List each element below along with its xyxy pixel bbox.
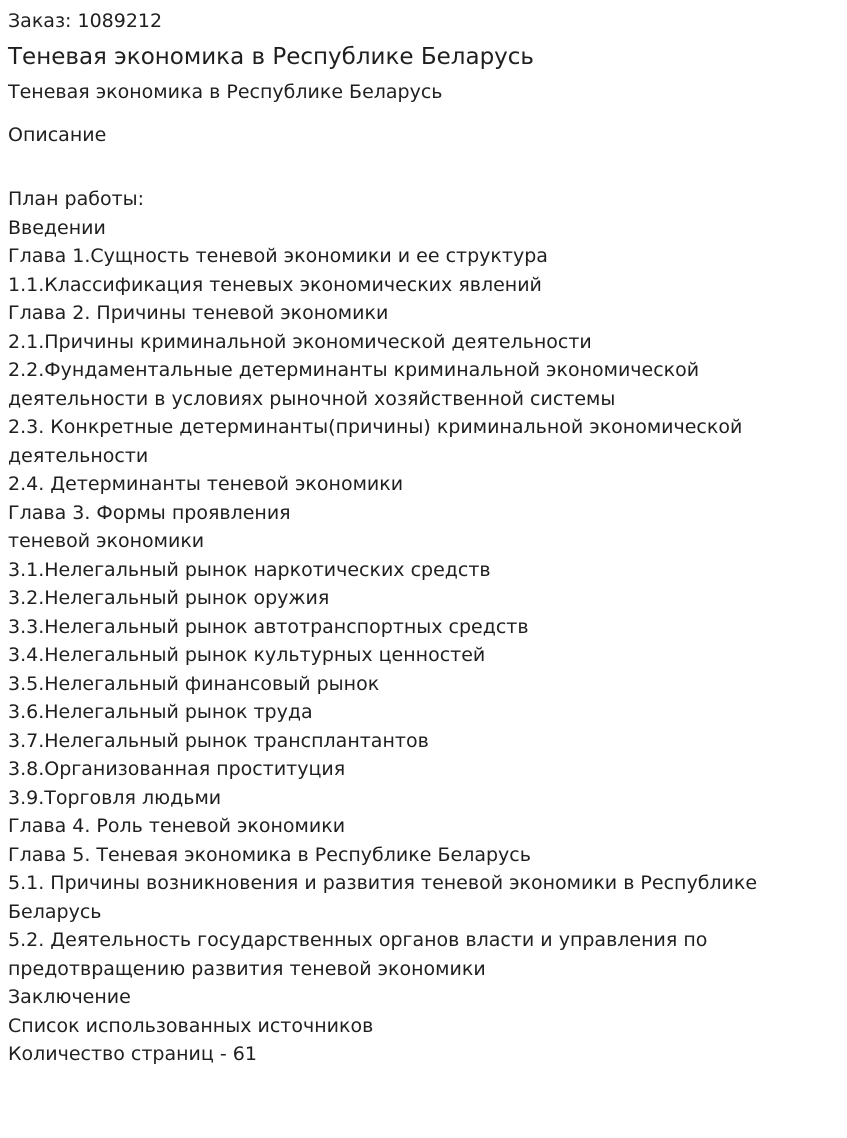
plan-line: 3.3.Нелегальный рынок автотранспортных средств [8, 615, 529, 638]
plan-line: 5.1. Причины возникновения и развития теневой экономики в Республике [8, 872, 758, 894]
plan-line: Глава 5. Теневая экономика в Республике Беларусь [8, 843, 531, 866]
plan-line: 2.3. Конкретные детерминанты(причины) криминальной экономической [8, 416, 743, 438]
plan-line: Беларусь [8, 900, 102, 923]
plan-line: 3.2.Нелегальный рынок оружия [8, 587, 330, 609]
plan-line: 2.4. Детерминанты теневой экономики [8, 473, 404, 495]
plan-line: 3.8.Организованная проституция [8, 758, 346, 780]
plan-line: 2.1.Причины криминальной экономической деятельности [8, 330, 592, 353]
plan-line: Глава 1.Сущность теневой экономики и ее структура [8, 245, 548, 267]
plan-line: 3.1.Нелегальный рынок наркотических средств [8, 558, 491, 581]
plan-line: Глава 4. Роль теневой экономики [8, 815, 346, 837]
plan-line: деятельности в условиях рыночной хозяйственной системы [8, 387, 616, 410]
plan-line: Глава 2. Причины теневой экономики [8, 302, 389, 324]
plan-line: 3.6.Нелегальный рынок труда [8, 701, 313, 723]
plan-line: Количество страниц - 61 [8, 1043, 257, 1065]
plan-line: 3.4.Нелегальный рынок культурных ценностей [8, 644, 486, 666]
plan-line: Заключение [8, 986, 131, 1008]
plan-line: теневой экономики [8, 530, 205, 552]
document-title: Теневая экономика в Республике Беларусь [8, 44, 534, 70]
plan-line: План работы: [8, 188, 145, 210]
description-label: Описание [8, 124, 107, 146]
plan-line: 5.2. Деятельность государственных органов власти и управления по [8, 929, 708, 951]
document-subtitle: Теневая экономика в Республике Беларусь [8, 81, 443, 103]
plan-line: Глава 3. Формы проявления [8, 501, 291, 524]
plan-line: Список использованных источников [8, 1014, 374, 1037]
plan-line: деятельности [8, 444, 149, 467]
plan-line: 3.9.Торговля людьми [8, 786, 222, 809]
plan-line: 3.7.Нелегальный рынок трансплантантов [8, 729, 429, 752]
plan-line: 2.2.Фундаментальные детерминанты криминальной экономической [8, 359, 700, 381]
order-number: Заказ: 1089212 [8, 10, 163, 32]
plan-line: 3.5.Нелегальный финансовый рынок [8, 672, 380, 695]
plan-line: предотвращению развития теневой экономики [8, 957, 486, 980]
plan-line: 1.1.Классификация теневых экономических явлений [8, 273, 542, 296]
plan-content [8, 185, 798, 1069]
plan-line: Введении [8, 216, 106, 239]
